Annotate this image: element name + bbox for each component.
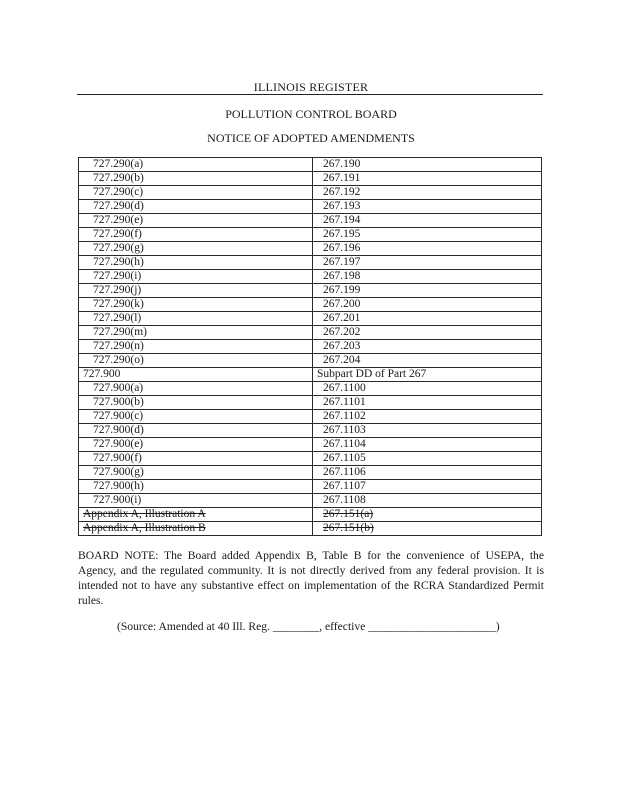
table-row: [79, 508, 542, 522]
old-section: 727.290(m): [93, 326, 147, 338]
cross-reference-table: [78, 157, 542, 536]
old-section: 727.290(g): [93, 242, 144, 254]
new-section: 267.1101: [323, 396, 366, 408]
notice-title: NOTICE OF ADOPTED AMENDMENTS: [207, 131, 415, 145]
cell-old: [79, 242, 313, 256]
cell-old: [79, 396, 313, 410]
new-section: 267.1108: [323, 494, 366, 506]
cell-new: [313, 228, 542, 242]
old-section: 727.900(c): [93, 410, 144, 422]
old-section: 727.900(f): [93, 452, 142, 464]
cell-old: [79, 340, 313, 354]
new-section: Subpart DD of Part 267: [317, 368, 427, 380]
cell-new: [313, 354, 542, 368]
table-row: [79, 340, 542, 354]
table-row: [79, 186, 542, 200]
table-row: [79, 438, 542, 452]
new-section: 267.151(a): [323, 508, 374, 520]
cell-old: [79, 270, 313, 284]
new-section: 267.1103: [323, 424, 366, 436]
old-section: 727.290(j): [93, 284, 142, 296]
cell-new: [313, 382, 542, 396]
old-section: 727.900(d): [93, 424, 144, 436]
table-row: [79, 368, 542, 382]
cell-new: [313, 508, 542, 522]
table-row: [79, 242, 542, 256]
table-row: [79, 452, 542, 466]
header-rule: [77, 94, 543, 95]
table-row: [79, 270, 542, 284]
board-note: BOARD NOTE: The Board added Appendix B, Table B for the convenience of USEPA, the Agency, and the regulated community. It is not directly derived from any federal provision. It is intended not to have any substantive effect on implementation of the RCRA Standardized Permit rules.: [78, 549, 544, 607]
cell-new: [313, 452, 542, 466]
cell-old: [79, 326, 313, 340]
cell-new: [313, 214, 542, 228]
new-section: 267.193: [323, 200, 361, 212]
cell-old: [79, 452, 313, 466]
old-section: 727.290(h): [93, 256, 144, 268]
table-row: [79, 256, 542, 270]
table-row: [79, 298, 542, 312]
cell-new: [313, 326, 542, 340]
cell-new: [313, 200, 542, 214]
new-section: 267.190: [323, 158, 361, 170]
cell-new: [313, 368, 542, 382]
cell-new: [313, 256, 542, 270]
old-section: 727.290(f): [93, 228, 142, 240]
cell-old: [79, 494, 313, 508]
cell-new: [313, 480, 542, 494]
old-section: 727.290(l): [93, 312, 142, 324]
table-row: [79, 312, 542, 326]
old-section: 727.290(c): [93, 186, 144, 198]
cell-new: [313, 312, 542, 326]
table-row: [79, 172, 542, 186]
cell-new: [313, 410, 542, 424]
cell-old: [79, 172, 313, 186]
new-section: 267.198: [323, 270, 361, 282]
cell-old: [79, 186, 313, 200]
cell-old: [79, 480, 313, 494]
table-row: [79, 396, 542, 410]
old-section: 727.290(i): [93, 270, 142, 282]
new-section: 267.1100: [323, 382, 366, 394]
new-section: 267.204: [323, 354, 361, 366]
old-section: 727.290(a): [93, 158, 144, 170]
new-section: 267.194: [323, 214, 361, 226]
old-section: 727.290(b): [93, 172, 144, 184]
old-section: 727.290(e): [93, 214, 144, 226]
table-row: [79, 158, 542, 172]
table-row: [79, 214, 542, 228]
table-row: [79, 466, 542, 480]
cell-new: [313, 298, 542, 312]
cell-new: [313, 242, 542, 256]
table-row: [79, 522, 542, 536]
cell-new: [313, 424, 542, 438]
new-section: 267.199: [323, 284, 361, 296]
table-row: [79, 200, 542, 214]
table-row: [79, 326, 542, 340]
new-section: 267.1105: [323, 452, 366, 464]
register-title: ILLINOIS REGISTER: [253, 80, 369, 94]
old-section: 727.900(a): [93, 382, 144, 394]
table-row: [79, 382, 542, 396]
new-section: 267.1102: [323, 410, 366, 422]
old-section: 727.900(h): [93, 480, 144, 492]
old-section: 727.900(b): [93, 396, 144, 408]
table-row: [79, 480, 542, 494]
old-section: 727.290(k): [93, 298, 144, 310]
new-section: 267.202: [323, 326, 361, 338]
cell-old: [79, 256, 313, 270]
cell-new: [313, 172, 542, 186]
cell-old: [79, 312, 313, 326]
cell-old: [79, 228, 313, 242]
new-section: 267.192: [323, 186, 361, 198]
old-section: 727.900: [83, 368, 121, 380]
new-section: 267.1106: [323, 466, 366, 478]
cell-new: [313, 522, 542, 536]
cell-old: [79, 214, 313, 228]
new-section: 267.151(b): [323, 522, 374, 534]
table-row: [79, 354, 542, 368]
new-section: 267.197: [323, 256, 361, 268]
old-section: 727.290(d): [93, 200, 144, 212]
old-section: 727.900(e): [93, 438, 144, 450]
cell-new: [313, 494, 542, 508]
table-row: [79, 284, 542, 298]
table-row: [79, 410, 542, 424]
table-row: [79, 424, 542, 438]
cell-old: [79, 158, 313, 172]
cell-new: [313, 186, 542, 200]
new-section: 267.200: [323, 298, 361, 310]
cell-old: [79, 354, 313, 368]
cell-old: [79, 438, 313, 452]
new-section: 267.195: [323, 228, 361, 240]
cell-old: [79, 298, 313, 312]
new-section: 267.191: [323, 172, 361, 184]
new-section: 267.203: [323, 340, 361, 352]
new-section: 267.196: [323, 242, 361, 254]
old-section: Appendix A, Illustration A: [83, 508, 206, 520]
cell-new: [313, 158, 542, 172]
old-section: 727.290(o): [93, 354, 144, 366]
table-row: [79, 228, 542, 242]
board-name: POLLUTION CONTROL BOARD: [225, 107, 397, 121]
cell-old: [79, 522, 313, 536]
cell-new: [313, 438, 542, 452]
cell-new: [313, 270, 542, 284]
cell-old: [79, 382, 313, 396]
new-section: 267.1107: [323, 480, 366, 492]
cell-new: [313, 396, 542, 410]
cell-old: [79, 424, 313, 438]
old-section: Appendix A, Illustration B: [83, 522, 206, 534]
source-line: (Source: Amended at 40 Ill. Reg. ________, effective ______________________): [117, 620, 500, 633]
old-section: 727.290(n): [93, 340, 144, 352]
cell-old: [79, 284, 313, 298]
cell-old: [79, 368, 313, 382]
old-section: 727.900(g): [93, 466, 144, 478]
cell-old: [79, 466, 313, 480]
table-row: [79, 494, 542, 508]
old-section: 727.900(i): [93, 494, 142, 506]
cell-new: [313, 284, 542, 298]
new-section: 267.201: [323, 312, 361, 324]
cell-new: [313, 466, 542, 480]
cell-new: [313, 340, 542, 354]
cell-old: [79, 410, 313, 424]
new-section: 267.1104: [323, 438, 366, 450]
cell-old: [79, 200, 313, 214]
cell-old: [79, 508, 313, 522]
